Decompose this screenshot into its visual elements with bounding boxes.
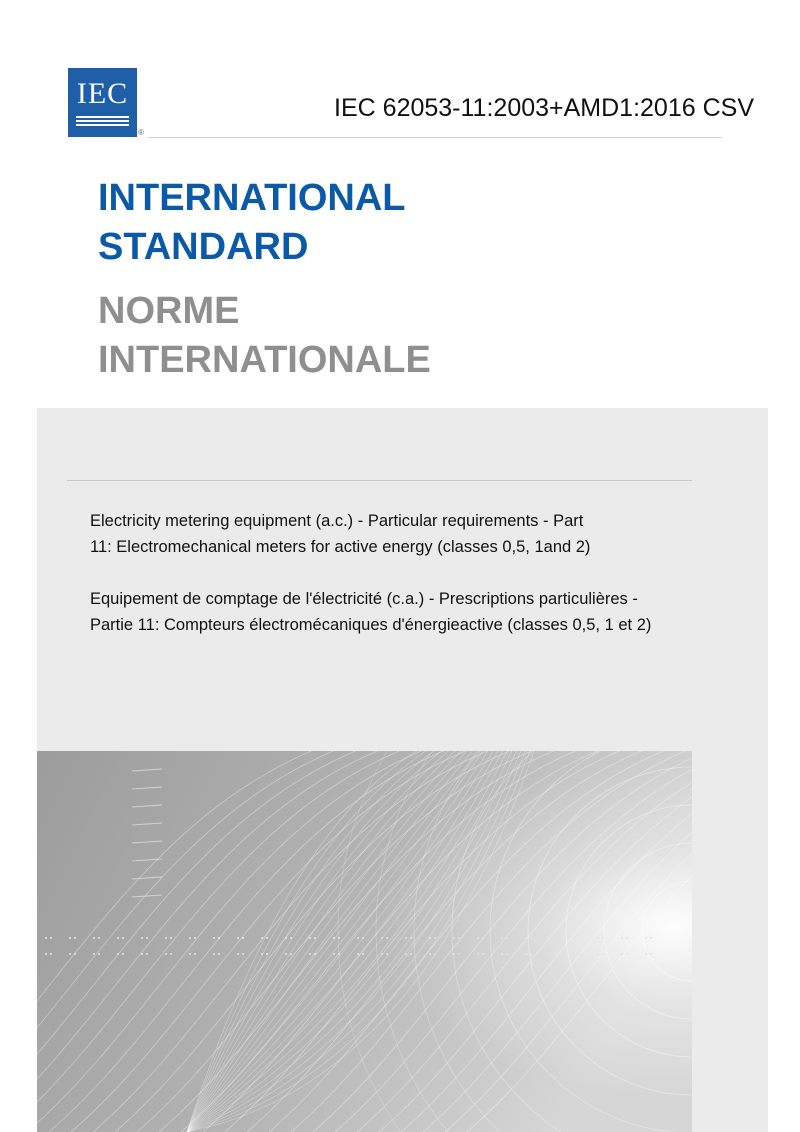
description-english-line1: Electricity metering equipment (a.c.) - Particular requirements - Part [90, 512, 584, 530]
iec-logo-text: IEC [76, 77, 129, 110]
iec-logo [68, 68, 137, 137]
panel-divider [67, 480, 692, 481]
description-french-line2: Partie 11: Compteurs électromécaniques d'énergieactive (classes 0,5, 1 et 2) [90, 616, 652, 634]
title-french [98, 287, 431, 385]
description-french [90, 586, 730, 638]
description-english [90, 508, 730, 560]
description-french-line1: Equipement de comptage de l'électricité (c.a.) - Prescriptions particulières - [90, 590, 638, 608]
registered-mark: ® [138, 128, 144, 137]
decorative-cover-graphic [37, 751, 692, 1132]
header-divider [148, 137, 722, 138]
document-id: IEC 62053-11:2003+AMD1:2016 CSV [334, 94, 754, 122]
title-french-line1: NORME [98, 290, 240, 332]
iec-logo-stripes [76, 116, 129, 128]
title-english [98, 174, 406, 272]
title-english-line2: STANDARD [98, 226, 309, 268]
title-french-line2: INTERNATIONALE [98, 339, 431, 381]
title-english-line1: INTERNATIONAL [98, 177, 406, 219]
description-english-line2: 11: Electromechanical meters for active energy (classes 0,5, 1and 2) [90, 538, 591, 556]
